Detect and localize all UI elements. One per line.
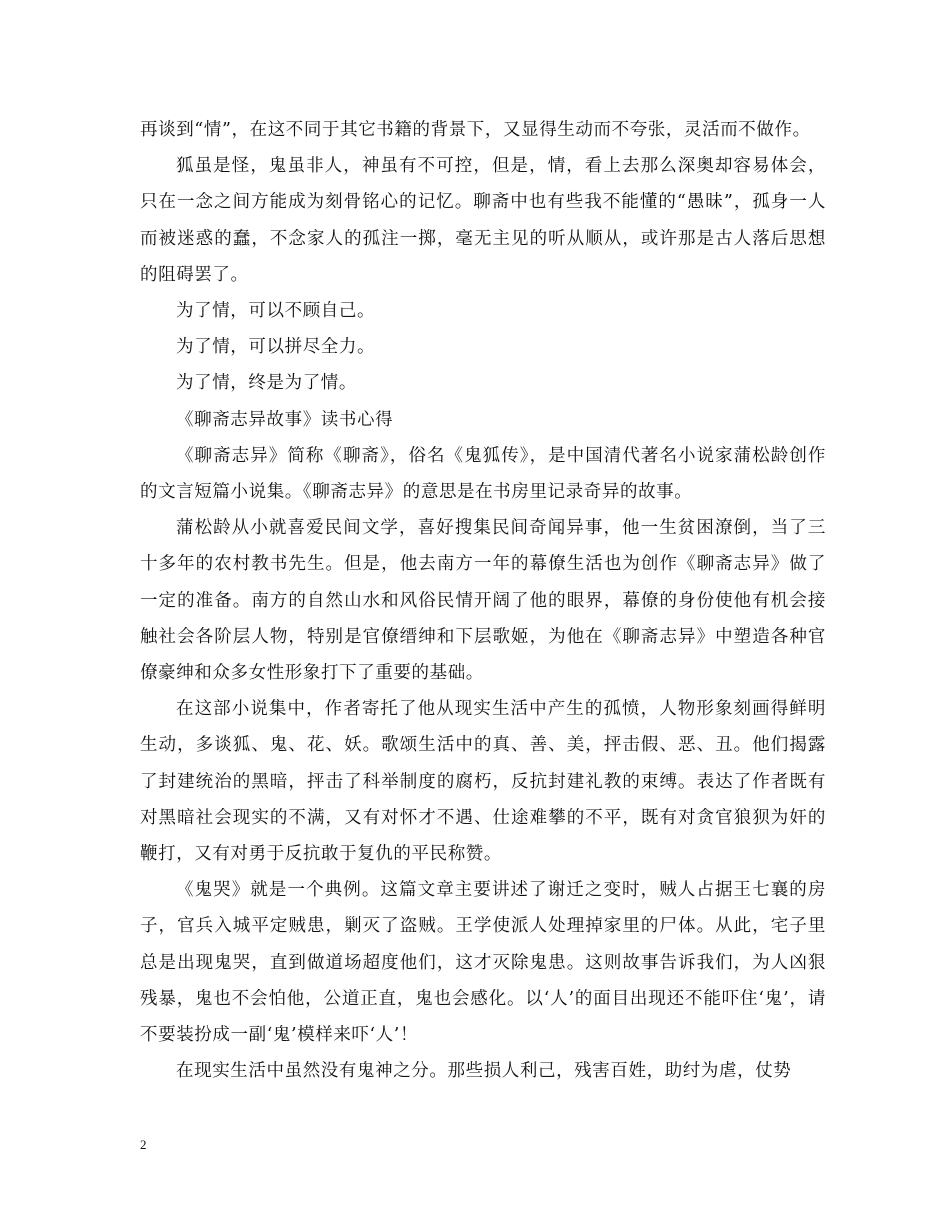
paragraph: 为了情，可以拼尽全力。 — [176, 337, 376, 358]
paragraph: 再谈到“情”，在这不同于其它书籍的背景下，又显得生动而不夸张，灵活而不做作。 — [140, 120, 811, 140]
paragraph: 《鬼哭》就是一个典例。这篇文章主要讲述了谢迁之变时，贼人占据王七襄的房子，官兵入城平定贼患，剿灭了盗贼。王学使派人处理掉家里的尸体。从此，宅子里总是出现鬼哭，直到做道场超度他们，这才灭除鬼患。这则故事告诉我们，为人凶狠残暴，鬼也不会怕他，公道正直，鬼也会感化。以‘人’的面目出现还不能吓住‘鬼’，请不要装扮成一副‘鬼’模样来吓‘人’！ — [140, 880, 826, 1046]
paragraph: 为了情，可以不顾自己。 — [176, 301, 376, 322]
document-body — [140, 112, 826, 1089]
paragraph: 在现实生活中虽然没有鬼神之分。那些损人利己，残害百姓，助纣为虐，仗势 — [176, 1061, 792, 1082]
paragraph: 为了情，终是为了情。 — [176, 373, 357, 394]
paragraph: 狐虽是怪，鬼虽非人，神虽有不可控，但是，情，看上去那么深奥却容易体会，只在一念之间方能成为刻骨铭心的记忆。聊斋中也有些我不能懂的“愚昧”，孤身一人而被迷惑的蠢，不念家人的孤注一掷，毫无主见的听从顺从，或许那是古人落后思想的阻碍罢了。 — [140, 156, 826, 285]
section-title: 《聊斋志异故事》读书心得 — [176, 409, 394, 430]
paragraph: 《聊斋志异》简称《聊斋》，俗名《鬼狐传》，是中国清代著名小说家蒲松龄创作的文言短篇小说集。《聊斋志异》的意思是在书房里记录奇异的故事。 — [140, 445, 826, 503]
paragraph: 在这部小说集中，作者寄托了他从现实生活中产生的孤愤，人物形象刻画得鲜明生动，多谈狐、鬼、花、妖。歌颂生活中的真、善、美，抨击假、恶、丑。他们揭露了封建统治的黑暗，抨击了科举制度的腐朽，反抗封建礼教的束缚。表达了作者既有对黑暗社会现实的不满，又有对怀才不遇、仕途难攀的不平，既有对贪官狼狈为奸的鞭打，又有对勇于反抗敢于复仇的平民称赞。 — [140, 699, 826, 865]
paragraph: 蒲松龄从小就喜爱民间文学，喜好搜集民间奇闻异事，他一生贫困潦倒，当了三十多年的农村教书先生。但是，他去南方一年的幕僚生活也为创作《聊斋志异》做了一定的准备。南方的自然山水和风俗民情开阔了他的眼界，幕僚的身份使他有机会接触社会各阶层人物，特别是官僚缙绅和下层歌姬，为他在《聊斋志异》中塑造各种官僚豪绅和众多女性形象打下了重要的基础。 — [140, 518, 826, 684]
page-number: 2 — [140, 1137, 147, 1152]
